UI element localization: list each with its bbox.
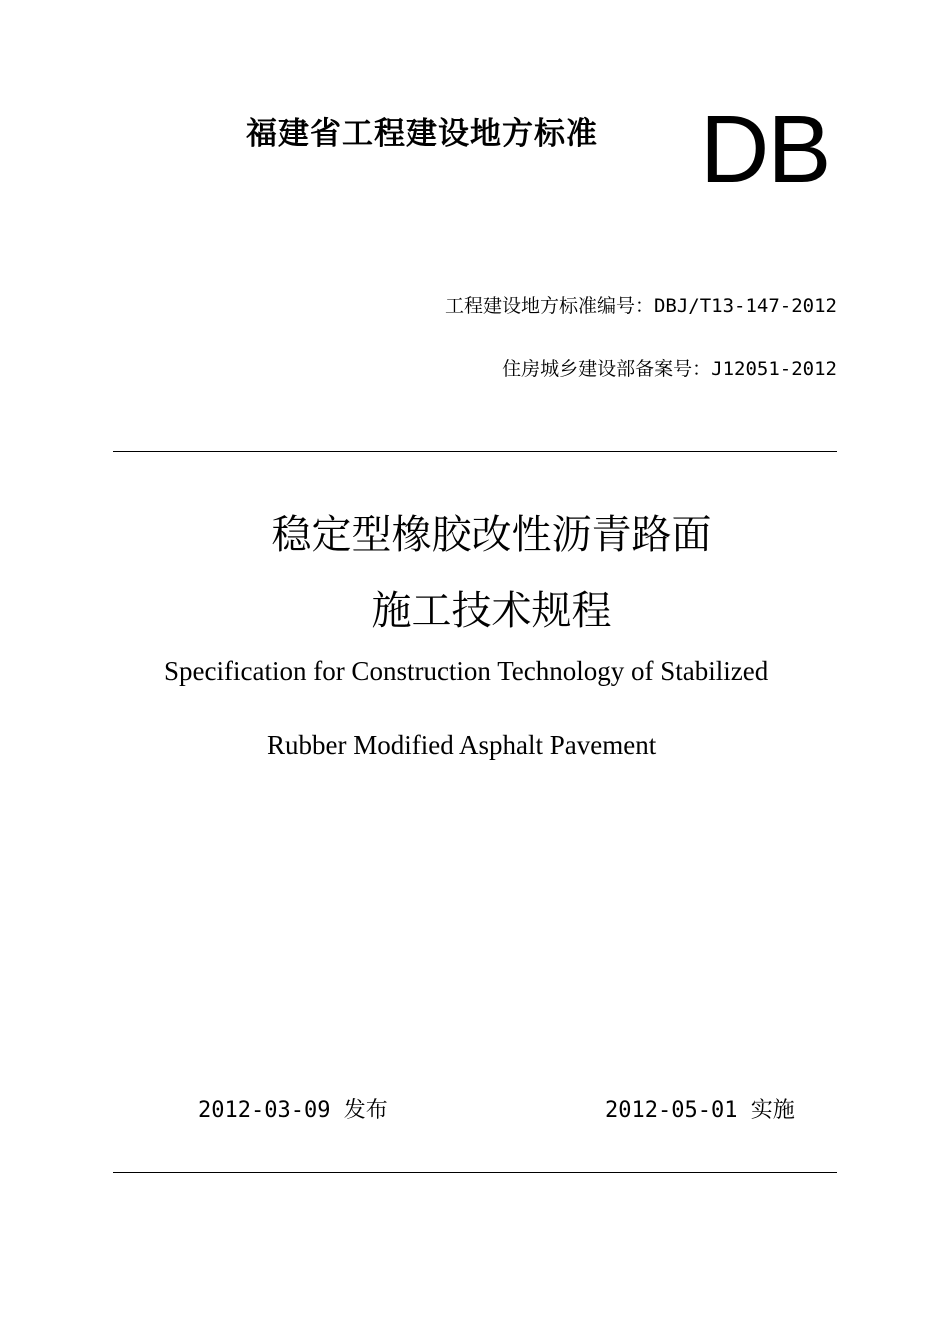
- standard-number: 工程建设地方标准编号：DBJ/T13-147-2012: [444, 295, 837, 317]
- issuer-title: 福建省工程建设地方标准: [246, 116, 598, 152]
- effective-date: 2012-05-01 实施: [605, 1098, 795, 1123]
- document-title-en-line1: Specification for Construction Technology of Stabilized: [164, 656, 769, 686]
- document-title-en-line2: Rubber Modified Asphalt Pavement: [267, 730, 657, 760]
- db-mark: DB: [700, 96, 830, 203]
- bottom-divider: [113, 1172, 837, 1173]
- document-title-cn-line2: 施工技术规程: [371, 588, 612, 634]
- top-divider: [113, 451, 837, 452]
- record-number: 住房城乡建设部备案号：J12051-2012: [502, 358, 837, 380]
- document-title-cn-line1: 稳定型橡胶改性沥青路面: [271, 512, 712, 558]
- issue-date: 2012-03-09 发布: [198, 1098, 388, 1123]
